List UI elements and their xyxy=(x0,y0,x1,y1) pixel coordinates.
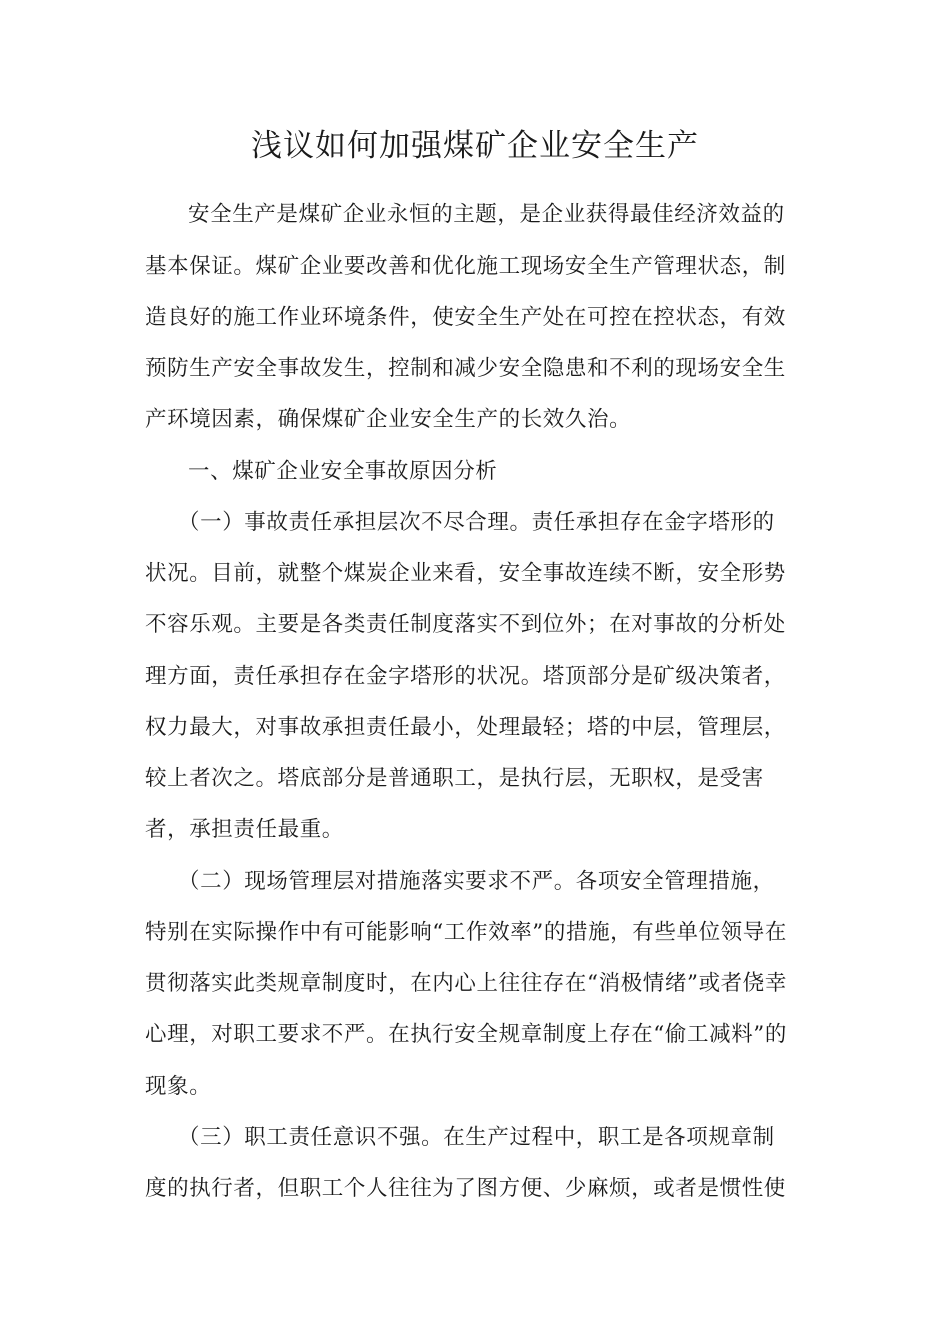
paragraph-line: （三）职工责任意识不强。在生产过程中，职工是各项规章制 xyxy=(178,1125,775,1150)
paragraph-line: 造良好的施工作业环境条件，使安全生产处在可控在控状态，有效 xyxy=(145,305,786,330)
paragraph-line: 安全生产是煤矿企业永恒的主题，是企业获得最佳经济效益的 xyxy=(188,202,785,227)
paragraph-line: （二）现场管理层对措施落实要求不严。各项安全管理措施， xyxy=(178,869,775,894)
paragraph-line: 较上者次之。塔底部分是普通职工，是执行层，无职权，是受害 xyxy=(145,766,764,791)
paragraph-line: （一）事故责任承担层次不尽合理。责任承担存在金字塔形的 xyxy=(178,510,775,535)
paragraph-line: 理方面，责任承担存在金字塔形的状况。塔顶部分是矿级决策者， xyxy=(145,664,786,689)
paragraph-line: 心理，对职工要求不严。在执行安全规章制度上存在“偷工减料”的 xyxy=(145,1022,787,1047)
section-heading: 一、煤矿企业安全事故原因分析 xyxy=(188,459,498,484)
paragraph-line: 者，承担责任最重。 xyxy=(145,817,344,842)
paragraph-line: 度的执行者，但职工个人往往为了图方便、少麻烦，或者是惯性使 xyxy=(145,1176,786,1201)
paragraph-line: 预防生产安全事故发生，控制和减少安全隐患和不利的现场安全生 xyxy=(145,356,786,381)
paragraph-line: 特别在实际操作中有可能影响“工作效率”的措施，有些单位领导在 xyxy=(145,920,787,945)
paragraph-line: 产环境因素，确保煤矿企业安全生产的长效久治。 xyxy=(145,407,632,432)
paragraph-line: 权力最大，对事故承担责任最小，处理最轻；塔的中层，管理层， xyxy=(145,715,786,740)
paragraph-line: 不容乐观。主要是各类责任制度落实不到位外；在对事故的分析处 xyxy=(145,612,786,637)
document-title: 浅议如何加强煤矿企业安全生产 xyxy=(251,128,699,164)
paragraph-line: 现象。 xyxy=(145,1074,212,1099)
paragraph-line: 贯彻落实此类规章制度时，在内心上往往存在“消极情绪”或者侥幸 xyxy=(145,971,787,996)
paragraph-line: 基本保证。煤矿企业要改善和优化施工现场安全生产管理状态，制 xyxy=(145,254,786,279)
paragraph-line: 状况。目前，就整个煤炭企业来看，安全事故连续不断，安全形势 xyxy=(145,561,786,586)
